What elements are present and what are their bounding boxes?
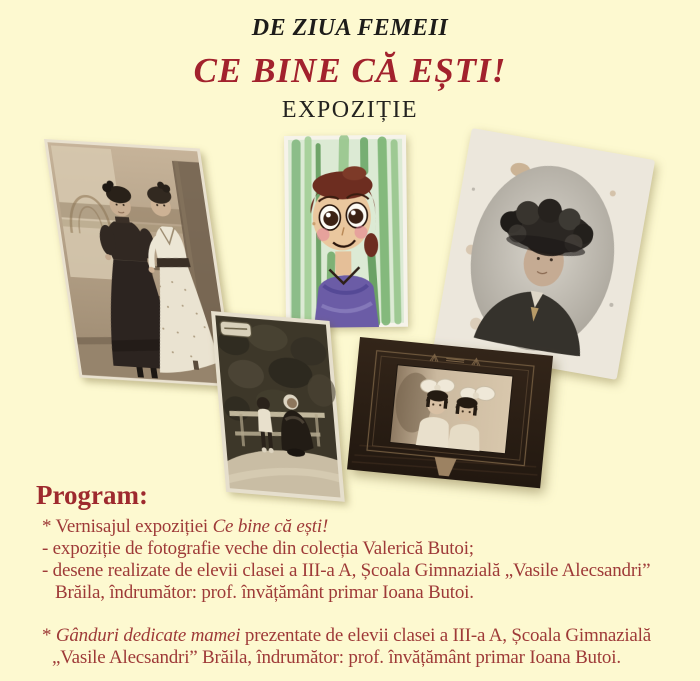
program-heading: Program: — [36, 480, 148, 510]
oval-portrait-photo — [433, 128, 655, 380]
program-list — [42, 516, 697, 669]
program-item-ganduri-rest: prezentate de elevii clasei a III-a A, Școala Gimnazială — [240, 625, 651, 646]
program-item-ganduri-cont: „Vasile Alecsandri” Brăila, îndrumător: prof. învățământ primar Ioana Butoi. — [52, 647, 621, 668]
program-gap — [42, 604, 697, 625]
program-item-desene-cont: Brăila, îndrumător: prof. învățământ primar Ioana Butoi. — [55, 582, 474, 603]
child-drawing — [284, 135, 408, 328]
program-item-fotografie: - expoziție de fotografie veche din colecția Valerică Butoi; — [42, 538, 474, 559]
program-item-vernisaj-lead: * Vernisajul expoziției — [42, 516, 213, 537]
program-item-vernisaj — [42, 516, 697, 538]
framed-girls-photo — [347, 337, 553, 488]
program-item-ganduri-star: * — [42, 625, 56, 646]
poster-subtitle: EXPOZIȚIE — [281, 97, 419, 123]
program-item-vernisaj-title: Ce bine că ești! — [212, 516, 329, 537]
program-item-ganduri-title: Gânduri dedicate mamei — [55, 625, 241, 646]
bench-photo — [211, 311, 345, 502]
poster-title: CE BINE CĂ EȘTI! — [193, 51, 507, 90]
poster-kicker: DE ZIUA FEMEII — [251, 15, 449, 41]
two-women-photo — [44, 139, 235, 387]
program-item-desene: - desene realizate de elevii clasei a III-a A, Școala Gimnazială „Vasile Alecsandri” — [42, 560, 651, 581]
program-item-ganduri — [42, 625, 697, 647]
